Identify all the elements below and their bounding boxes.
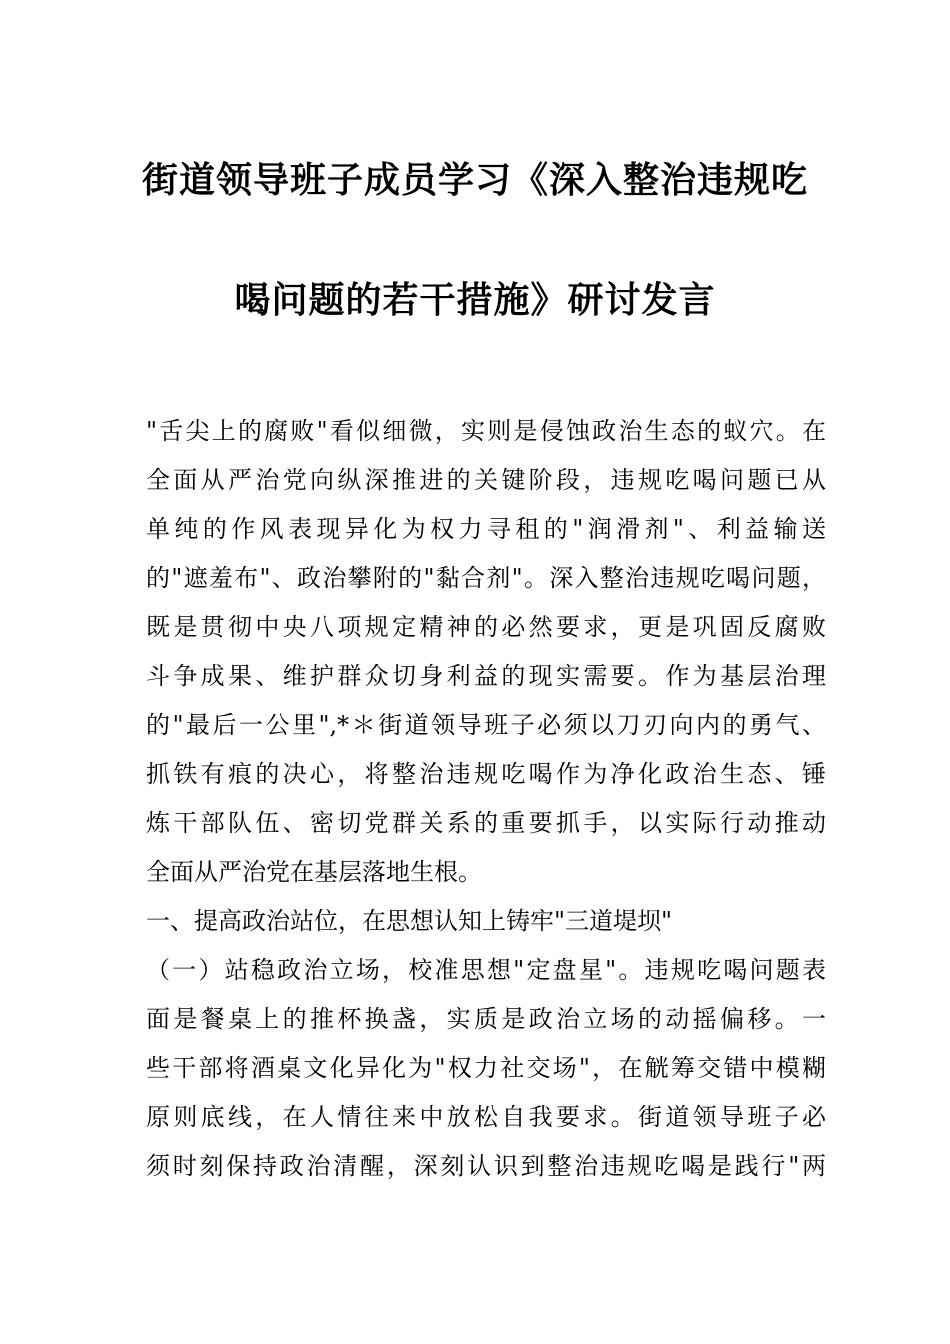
document-title-line-1: 街道领导班子成员学习《深入整治违规吃 bbox=[141, 159, 808, 201]
intro-paragraph-line: 炼干部队伍、密切党群关系的重要抓手，以实际行动推动 bbox=[146, 809, 826, 837]
intro-paragraph-line: 抓铁有痕的决心，将整治违规吃喝作为净化政治生态、锤 bbox=[146, 760, 826, 788]
intro-paragraph-line: "舌尖上的腐败"看似细微，实则是侵蚀政治生态的蚁穴。在 bbox=[146, 417, 826, 445]
section-1-item-1-line: 须时刻保持政治清醒，深刻认识到整治违规吃喝是践行"两 bbox=[146, 1152, 826, 1180]
intro-paragraph-line: 单纯的作风表现异化为权力寻租的"润滑剂"、利益输送 bbox=[146, 515, 826, 543]
section-1-item-1-line: 面是餐桌上的推杯换盏，实质是政治立场的动摇偏移。一 bbox=[146, 1005, 826, 1033]
section-1-item-1-line: （一）站稳政治立场，校准思想"定盘星"。违规吃喝问题表 bbox=[146, 956, 826, 984]
document-title-line-2: 喝问题的若干措施》研讨发言 bbox=[234, 279, 716, 321]
intro-paragraph-line: 斗争成果、维护群众切身利益的现实需要。作为基层治理 bbox=[146, 662, 826, 690]
section-1-item-1-line: 原则底线，在人情往来中放松自我要求。街道领导班子必 bbox=[146, 1103, 826, 1131]
intro-paragraph-line: 既是贯彻中央八项规定精神的必然要求，更是巩固反腐败 bbox=[146, 613, 826, 641]
section-1-heading: 一、提高政治站位，在思想认知上铸牢"三道堤坝" bbox=[146, 907, 673, 935]
intro-paragraph-line: 全面从严治党在基层落地生根。 bbox=[146, 858, 482, 886]
intro-paragraph-line: 的"遮羞布"、政治攀附的"黏合剂"。深入整治违规吃喝问题， bbox=[146, 564, 826, 592]
intro-paragraph-line: 全面从严治党向纵深推进的关键阶段，违规吃喝问题已从 bbox=[146, 466, 826, 494]
section-1-item-1-line: 些干部将酒桌文化异化为"权力社交场"，在觥筹交错中模糊 bbox=[146, 1054, 826, 1082]
intro-paragraph-line: 的"最后一公里",*＊街道领导班子必须以刀刃向内的勇气、 bbox=[146, 711, 826, 739]
